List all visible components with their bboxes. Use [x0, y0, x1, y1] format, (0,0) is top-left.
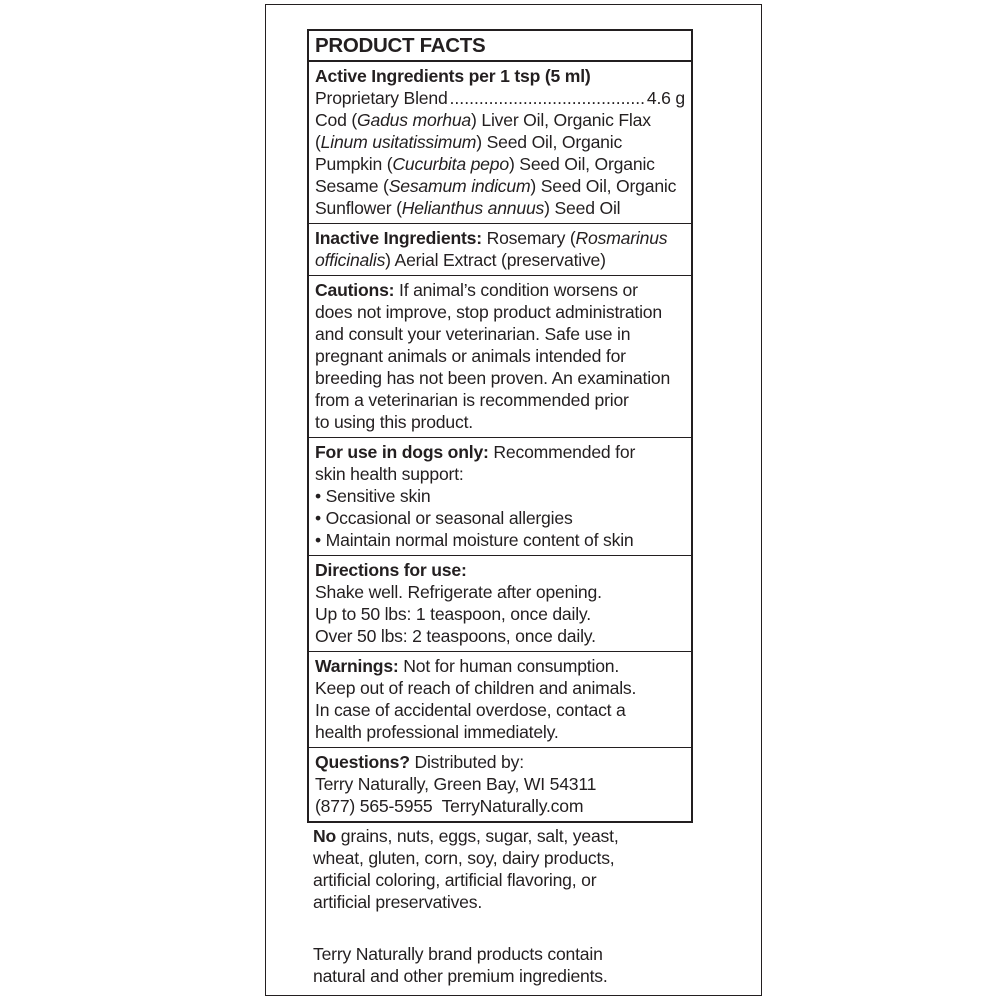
- blend-amount: 4.6 g: [646, 88, 685, 108]
- usage-line: skin health support:: [315, 464, 464, 484]
- brand-line: natural and other premium ingredients.: [313, 966, 608, 986]
- no-additives-line: artificial coloring, artificial flavoring, or: [313, 870, 597, 890]
- no-additives-statement: No grains, nuts, eggs, sugar, salt, yeast, wheat, gluten, corn, soy, dairy products, artificial coloring, artificial flavoring, or artificial preservatives.: [313, 825, 685, 913]
- usage-section: [309, 437, 691, 555]
- warnings-line: Keep out of reach of children and animals.: [315, 678, 637, 698]
- bullet-item: • Occasional or seasonal allergies: [315, 508, 573, 528]
- questions-heading: Questions?: [315, 752, 410, 772]
- cautions-line: pregnant animals or animals intended for: [315, 346, 626, 366]
- product-facts-box: [307, 29, 693, 823]
- usage-heading: For use in dogs only:: [315, 442, 489, 462]
- inactive-line: officinalis) Aerial Extract (preservative): [315, 250, 606, 270]
- usage-line: For use in dogs only: Recommended for: [315, 442, 636, 462]
- directions-section: [309, 555, 691, 651]
- active-line: Sesame (Sesamum indicum) Seed Oil, Organic: [315, 176, 677, 196]
- directions-line: Shake well. Refrigerate after opening.: [315, 582, 602, 602]
- inactive-line: Inactive Ingredients: Rosemary (Rosmarinus: [315, 228, 668, 248]
- brand-statement: [313, 943, 685, 987]
- no-bold: No: [313, 826, 337, 846]
- active-line: Pumpkin (Cucurbita pepo) Seed Oil, Organic: [315, 154, 655, 174]
- cautions-line: breeding has not been proven. An examination: [315, 368, 671, 388]
- product-facts-title: PRODUCT FACTS: [309, 31, 691, 62]
- inactive-ingredients-section: [309, 223, 691, 275]
- inactive-heading: Inactive Ingredients:: [315, 228, 482, 248]
- warnings-section: [309, 651, 691, 747]
- directions-line: Up to 50 lbs: 1 teaspoon, once daily.: [315, 604, 591, 624]
- questions-line: Questions? Distributed by:: [315, 752, 524, 772]
- active-line: Cod (Gadus morhua) Liver Oil, Organic Flax: [315, 110, 651, 130]
- warnings-line: Warnings: Not for human consumption.: [315, 656, 620, 676]
- active-ingredients-heading: Active Ingredients per 1 tsp (5 ml): [315, 66, 591, 86]
- directions-heading: Directions for use:: [315, 560, 467, 580]
- cautions-line: does not improve, stop product administration: [315, 302, 662, 322]
- cautions-section: [309, 275, 691, 437]
- cautions-line: to using this product.: [315, 412, 473, 432]
- dot-leader: [450, 87, 645, 109]
- bullet-item: • Sensitive skin: [315, 486, 431, 506]
- proprietary-blend-row: [315, 87, 685, 109]
- bullet-item: • Maintain normal moisture content of skin: [315, 530, 634, 550]
- warnings-line: In case of accidental overdose, contact a: [315, 700, 626, 720]
- directions-line: Over 50 lbs: 2 teaspoons, once daily.: [315, 626, 596, 646]
- active-ingredients-section: [309, 62, 691, 223]
- active-line: (Linum usitatissimum) Seed Oil, Organic: [315, 132, 623, 152]
- no-additives-line: wheat, gluten, corn, soy, dairy products,: [313, 848, 615, 868]
- distributor-contact: (877) 565-5955 TerryNaturally.com: [315, 796, 584, 816]
- cautions-line: and consult your veterinarian. Safe use in: [315, 324, 631, 344]
- brand-line: Terry Naturally brand products contain: [313, 944, 603, 964]
- distributor-address: Terry Naturally, Green Bay, WI 54311: [315, 774, 597, 794]
- no-additives-line: artificial preservatives.: [313, 892, 483, 912]
- cautions-line: from a veterinarian is recommended prior: [315, 390, 629, 410]
- cautions-heading: Cautions:: [315, 280, 395, 300]
- warnings-line: health professional immediately.: [315, 722, 559, 742]
- warnings-heading: Warnings:: [315, 656, 399, 676]
- cautions-line: Cautions: If animal’s condition worsens or: [315, 280, 638, 300]
- questions-section: [309, 747, 691, 821]
- active-line: Sunflower (Helianthus annuus) Seed Oil: [315, 198, 621, 218]
- blend-label: Proprietary Blend: [315, 88, 448, 108]
